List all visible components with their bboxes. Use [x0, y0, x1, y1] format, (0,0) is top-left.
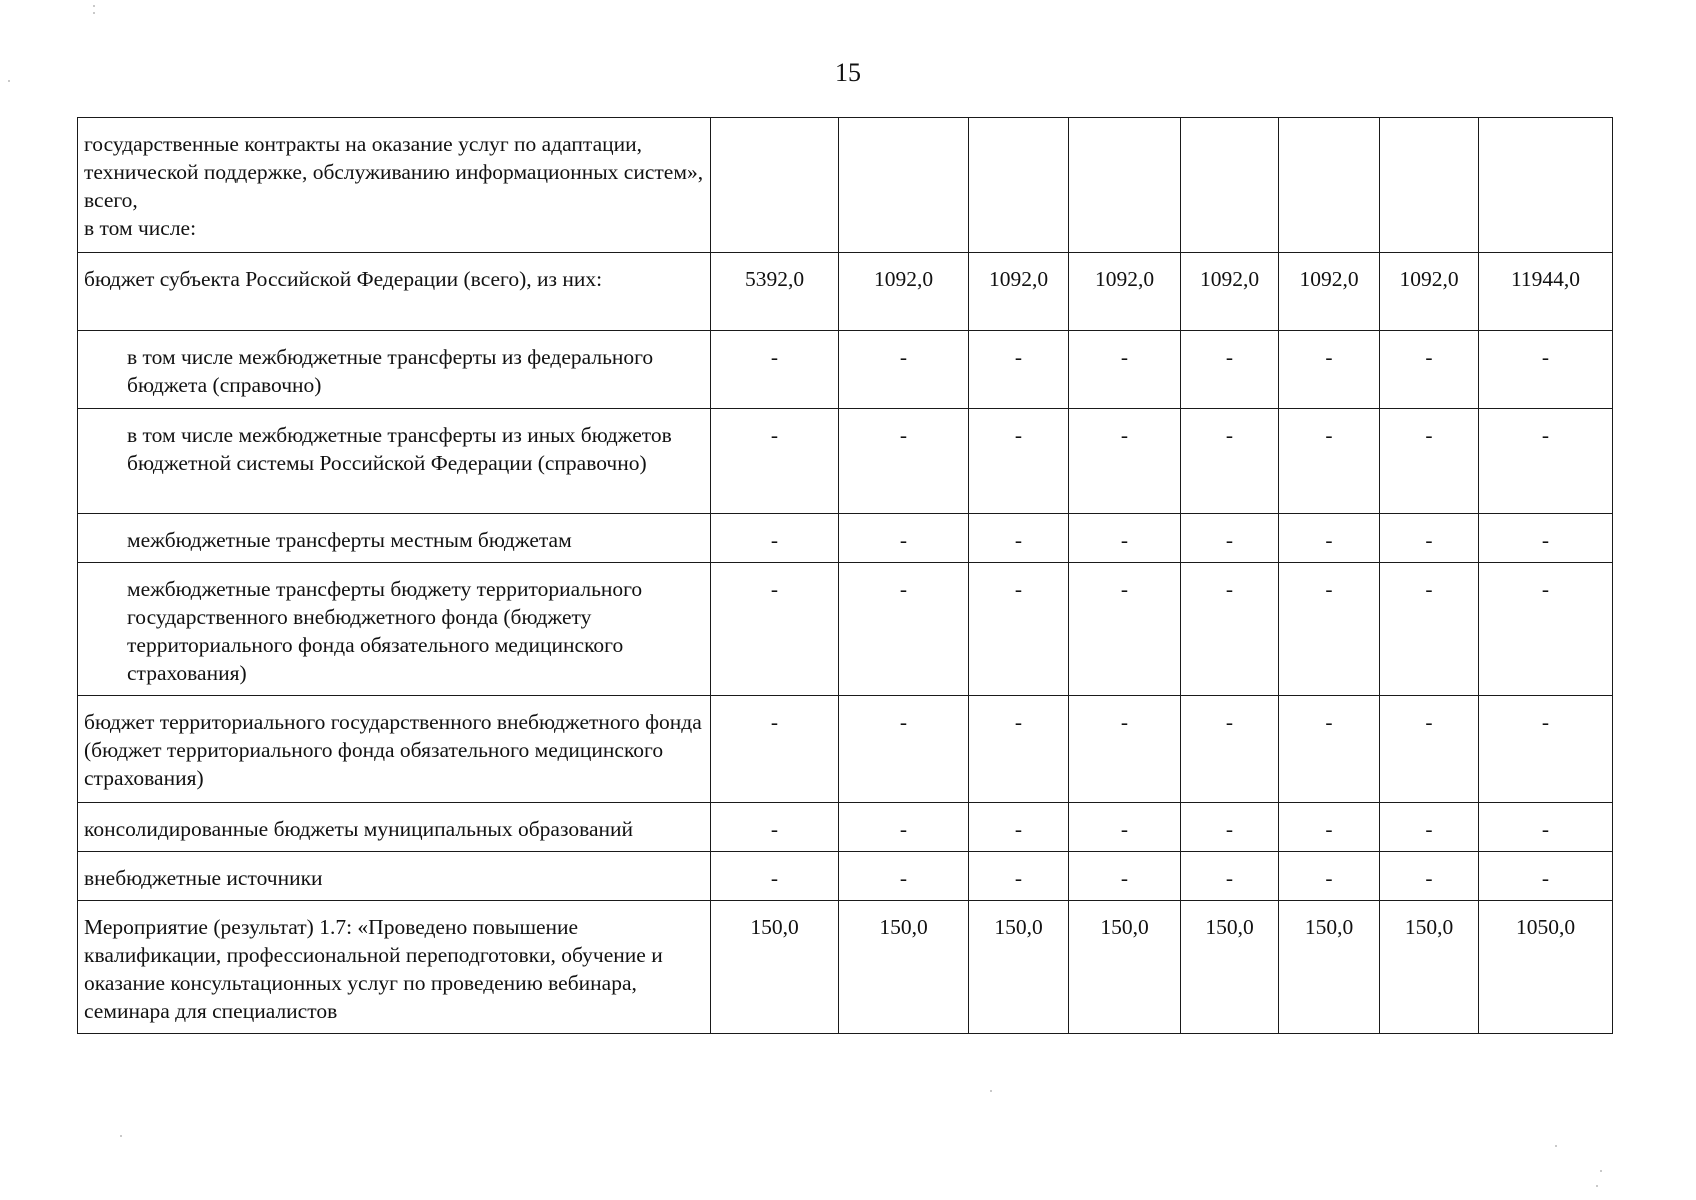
value-cell: -: [1279, 514, 1380, 563]
value-cell: -: [969, 409, 1069, 514]
row-label: в том числе межбюджетные трансферты из иных бюджетов бюджетной системы Российской Федерации (справочно): [78, 409, 711, 514]
scan-speck: [93, 5, 95, 7]
value-cell: 1092,0: [969, 253, 1069, 331]
value-cell: 150,0: [1279, 901, 1380, 1034]
value-cell: 1092,0: [839, 253, 969, 331]
value-cell: -: [1479, 696, 1613, 803]
value-cell: -: [1069, 331, 1181, 409]
value-cell: -: [839, 563, 969, 696]
value-cell: -: [839, 331, 969, 409]
value-cell: -: [1279, 409, 1380, 514]
value-cell: -: [1380, 852, 1479, 901]
value-cell: -: [1479, 409, 1613, 514]
value-cell: 1092,0: [1279, 253, 1380, 331]
table-row: [78, 803, 1613, 852]
budget-table: [77, 117, 1613, 1034]
value-cell: [1069, 118, 1181, 253]
value-cell: -: [1181, 563, 1279, 696]
value-cell: -: [839, 696, 969, 803]
value-cell: -: [839, 803, 969, 852]
value-cell: -: [839, 514, 969, 563]
table-row: [78, 118, 1613, 253]
value-cell: 150,0: [1181, 901, 1279, 1034]
value-cell: -: [1069, 852, 1181, 901]
value-cell: 1092,0: [1181, 253, 1279, 331]
value-cell: -: [711, 563, 839, 696]
value-cell: -: [1479, 563, 1613, 696]
page-number: 15: [835, 58, 861, 87]
value-cell: -: [839, 409, 969, 514]
value-cell: -: [1380, 803, 1479, 852]
value-cell: 150,0: [839, 901, 969, 1034]
value-cell: -: [1380, 409, 1479, 514]
scan-speck: [8, 80, 10, 82]
scan-speck: [1600, 1170, 1602, 1172]
value-cell: [969, 118, 1069, 253]
value-cell: -: [1181, 409, 1279, 514]
value-cell: [1279, 118, 1380, 253]
value-cell: 1092,0: [1069, 253, 1181, 331]
row-label: Мероприятие (результат) 1.7: «Проведено повышение квалификации, профессиональной переподготовки, обучение и оказание консультационных услуг по проведению вебинара, семинара для специалистов: [78, 901, 711, 1034]
value-cell: -: [1479, 852, 1613, 901]
value-cell: [1181, 118, 1279, 253]
value-cell: -: [1279, 696, 1380, 803]
row-label: в том числе межбюджетные трансферты из федерального бюджета (справочно): [78, 331, 711, 409]
row-label: государственные контракты на оказание услуг по адаптации, технической поддержке, обслуживанию информационных систем», всего, в том числе:: [78, 118, 711, 253]
table-row: [78, 514, 1613, 563]
value-cell: -: [1181, 852, 1279, 901]
value-cell: -: [1479, 803, 1613, 852]
value-cell: -: [1479, 514, 1613, 563]
value-cell: -: [969, 563, 1069, 696]
value-cell: -: [969, 331, 1069, 409]
value-cell: -: [711, 331, 839, 409]
value-cell: -: [1069, 409, 1181, 514]
table-row: [78, 852, 1613, 901]
row-label: бюджет субъекта Российской Федерации (всего), из них:: [78, 253, 711, 331]
table-row: [78, 901, 1613, 1034]
scan-speck: [120, 1135, 122, 1137]
scan-speck: [93, 12, 95, 14]
value-cell: -: [1181, 331, 1279, 409]
value-cell: 150,0: [711, 901, 839, 1034]
value-cell: -: [1479, 331, 1613, 409]
value-cell: [839, 118, 969, 253]
value-cell: 5392,0: [711, 253, 839, 331]
value-cell: -: [711, 803, 839, 852]
value-cell: -: [1279, 331, 1380, 409]
value-cell: -: [711, 409, 839, 514]
value-cell: -: [969, 852, 1069, 901]
table-row: [78, 253, 1613, 331]
value-cell: -: [969, 514, 1069, 563]
value-cell: -: [969, 696, 1069, 803]
table-row: [78, 409, 1613, 514]
value-cell: 11944,0: [1479, 253, 1613, 331]
row-label: межбюджетные трансферты местным бюджетам: [78, 514, 711, 563]
value-cell: 150,0: [969, 901, 1069, 1034]
value-cell: -: [1181, 514, 1279, 563]
value-cell: -: [1279, 852, 1380, 901]
row-label: бюджет территориального государственного внебюджетного фонда (бюджет территориального фонда обязательного медицинского страхования): [78, 696, 711, 803]
value-cell: -: [1279, 563, 1380, 696]
value-cell: -: [1069, 563, 1181, 696]
value-cell: -: [1380, 563, 1479, 696]
value-cell: -: [711, 696, 839, 803]
scan-speck: [1555, 1145, 1557, 1147]
value-cell: -: [1380, 331, 1479, 409]
value-cell: 150,0: [1380, 901, 1479, 1034]
value-cell: -: [1279, 803, 1380, 852]
value-cell: -: [1181, 803, 1279, 852]
value-cell: -: [969, 803, 1069, 852]
value-cell: [711, 118, 839, 253]
value-cell: -: [1380, 696, 1479, 803]
value-cell: -: [839, 852, 969, 901]
table-row: [78, 696, 1613, 803]
value-cell: [1479, 118, 1613, 253]
value-cell: 1050,0: [1479, 901, 1613, 1034]
row-label: консолидированные бюджеты муниципальных образований: [78, 803, 711, 852]
scan-speck: [990, 1090, 992, 1092]
table-row: [78, 331, 1613, 409]
scan-speck: [1596, 1185, 1598, 1187]
value-cell: -: [711, 514, 839, 563]
value-cell: -: [1181, 696, 1279, 803]
table-row: [78, 563, 1613, 696]
value-cell: -: [1380, 514, 1479, 563]
value-cell: -: [1069, 696, 1181, 803]
value-cell: -: [711, 852, 839, 901]
value-cell: -: [1069, 803, 1181, 852]
value-cell: [1380, 118, 1479, 253]
row-label: внебюджетные источники: [78, 852, 711, 901]
row-label: межбюджетные трансферты бюджету территориального государственного внебюджетного фонда (бюджету территориального фонда обязательного медицинского страхования): [78, 563, 711, 696]
value-cell: 150,0: [1069, 901, 1181, 1034]
value-cell: -: [1069, 514, 1181, 563]
value-cell: 1092,0: [1380, 253, 1479, 331]
